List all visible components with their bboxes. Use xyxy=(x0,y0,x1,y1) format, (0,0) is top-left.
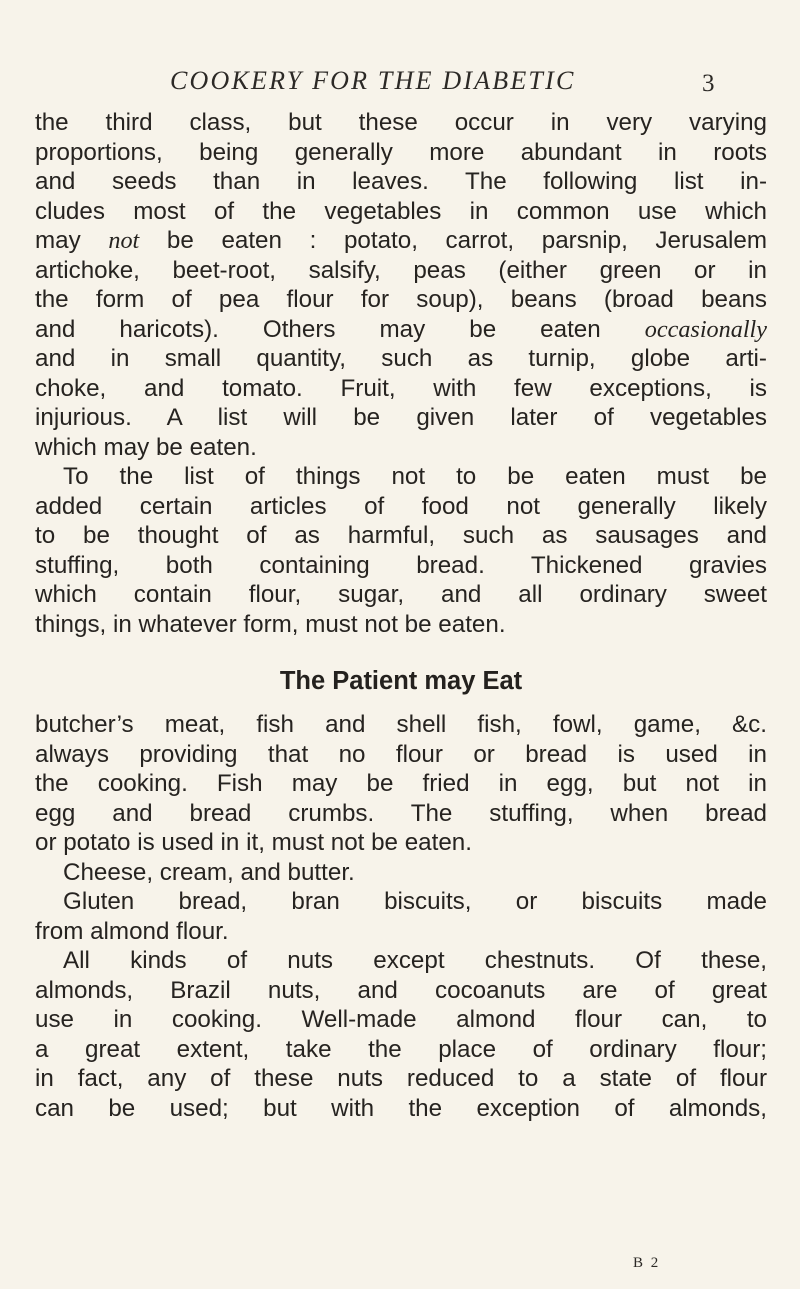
emphasis: occasionally xyxy=(644,315,767,343)
paragraph xyxy=(35,710,767,858)
text-line: the third class, but these occur in very varying xyxy=(35,109,767,136)
text-line: the form of pea flour for soup), beans (broad beans xyxy=(35,286,767,313)
running-title: COOKERY FOR THE DIABETIC xyxy=(170,66,576,95)
text-line: injurious. A list will be given later of vegetables xyxy=(35,404,767,431)
text-line: artichoke, beet-root, salsify, peas (either green or in xyxy=(35,256,767,284)
paragraph xyxy=(35,946,767,1123)
paragraph xyxy=(35,887,767,946)
text-line: things, in whatever form, must not be eaten. xyxy=(35,610,506,638)
paragraph xyxy=(35,462,767,639)
text-line: added certain articles of food not generally likely xyxy=(35,492,767,520)
text-line: use in cooking. Well-made almond flour can, to xyxy=(35,1006,767,1033)
body-text xyxy=(35,108,767,1123)
text-line: in fact, any of these nuts reduced to a state of flour xyxy=(35,1065,767,1092)
text-line: a great extent, take the place of ordinary flour; xyxy=(35,1035,767,1063)
text-line: choke, and tomato. Fruit, with few exceptions, is xyxy=(35,374,767,402)
text-line: almonds, Brazil nuts, and cocoanuts are of great xyxy=(35,976,767,1004)
text-line: and seeds than in leaves. The following list in- xyxy=(35,168,767,195)
text-line: the cooking. Fish may be fried in egg, but not in xyxy=(35,770,767,797)
text-line: may not be eaten : potato, carrot, parsnip, Jerusalem xyxy=(35,227,767,254)
text-line: stuffing, both containing bread. Thickened gravies xyxy=(35,551,767,579)
text-line: from almond flour. xyxy=(35,917,229,945)
text-line: which contain flour, sugar, and all ordinary sweet xyxy=(35,581,767,608)
text-line: always providing that no flour or bread is used in xyxy=(35,740,767,768)
paragraph xyxy=(35,858,767,888)
emphasis: not xyxy=(108,227,140,254)
text-line: egg and bread crumbs. The stuffing, when bread xyxy=(35,799,767,827)
text-line: to be thought of as harmful, such as sausages and xyxy=(35,522,767,549)
text-line: and haricots). Others may be eaten occasionally xyxy=(35,315,767,343)
text-line: All kinds of nuts except chestnuts. Of these, xyxy=(63,947,767,974)
text-line: Gluten bread, bran biscuits, or biscuits made xyxy=(63,888,767,915)
text-line: Cheese, cream, and butter. xyxy=(63,858,355,886)
text-line: butcher’s meat, fish and shell fish, fowl, game, &c. xyxy=(35,711,767,738)
text-line: cludes most of the vegetables in common use which xyxy=(35,197,767,225)
paragraph xyxy=(35,108,767,462)
text-line: and in small quantity, such as turnip, globe arti- xyxy=(35,345,767,372)
running-head xyxy=(0,60,800,100)
text-line: can be used; but with the exception of almonds, xyxy=(35,1094,767,1122)
text-line: To the list of things not to be eaten must be xyxy=(63,463,767,490)
text-line: which may be eaten. xyxy=(35,433,257,461)
page-number: 3 xyxy=(702,70,715,97)
section-heading: The Patient may Eat xyxy=(279,667,523,695)
text-line: proportions, being generally more abundant in roots xyxy=(35,138,767,166)
text-line: or potato is used in it, must not be eaten. xyxy=(35,829,472,856)
signature-mark: B 2 xyxy=(633,1255,661,1271)
